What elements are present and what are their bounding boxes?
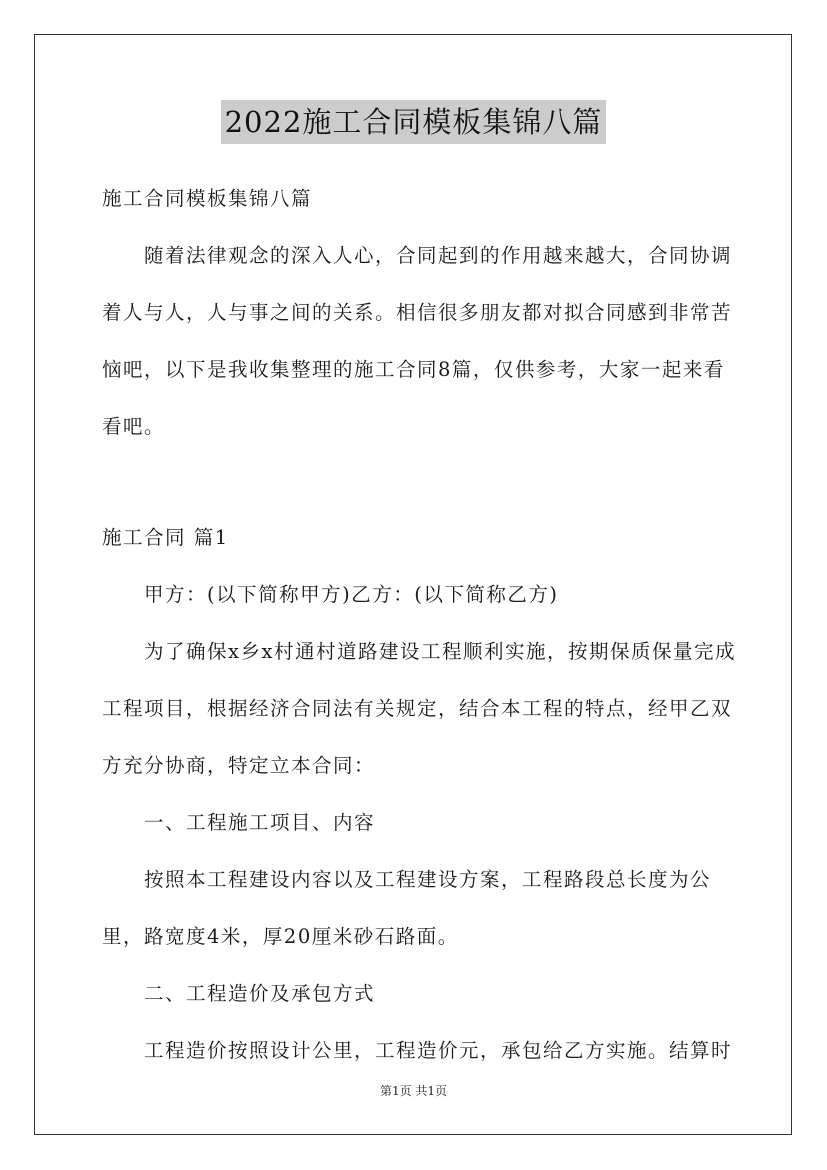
- page-number: 第1页 共1页: [379, 1084, 448, 1098]
- clause-paragraph-1: 按照本工程建设内容以及工程建设方案，工程路段总长度为公里，路宽度4米，厚20厘米砂石路面。: [102, 868, 712, 948]
- parties-paragraph: 甲方：(以下简称甲方)乙方：(以下简称乙方): [144, 583, 559, 606]
- intro-paragraph: 随着法律观念的深入人心，合同起到的作用越来越大，合同协调着人与人，人与事之间的关系。相信很多朋友都对拟合同感到非常苦恼吧，以下是我收集整理的施工合同8篇，仅供参考，大家一起来看看吧。: [102, 244, 733, 438]
- page-footer: [0, 1082, 827, 1099]
- clause-heading-2: 二、工程造价及承包方式: [144, 982, 376, 1005]
- subtitle: 施工合同模板集锦八篇: [102, 187, 313, 210]
- clause-paragraph-2: 工程造价按照设计公里，工程造价元，承包给乙方实施。结算时: [144, 1039, 733, 1062]
- spacer: [102, 455, 742, 509]
- purpose-paragraph: 为了确保x乡x村通村道路建设工程顺利实施，按期保质保量完成工程项目，根据经济合同法有关规定，结合本工程的特点，经甲乙双方充分协商，特定立本合同：: [102, 640, 736, 777]
- document-title: 2022施工合同模板集锦八篇: [221, 100, 607, 144]
- document-body: [102, 170, 742, 1079]
- section-heading: 施工合同 篇1: [102, 526, 229, 549]
- clause-heading-1: 一、工程施工项目、内容: [144, 811, 376, 834]
- title-container: [0, 100, 827, 144]
